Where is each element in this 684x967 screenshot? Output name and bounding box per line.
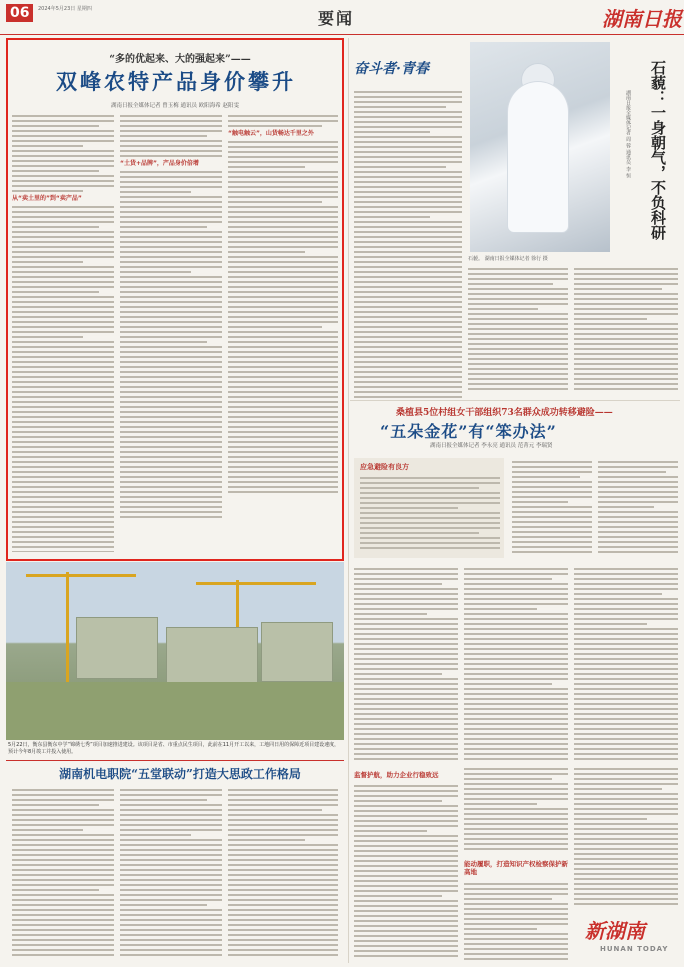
right-subhead-1: 监督护航，助力企业行稳致远 xyxy=(354,771,439,779)
right-lower-col2 xyxy=(464,565,568,765)
right-subhead-2: 能动履职，打造知识产权检察保护新高地 xyxy=(464,860,568,876)
feature2-headline: “五朵金花”有“笨办法” xyxy=(380,422,557,441)
feature2-body-col1 xyxy=(512,458,592,558)
article-subhead-3: “触电触云”，山货畅达千里之外 xyxy=(228,130,314,137)
article-subhead-2: “土货+品牌”，产品身价倍增 xyxy=(120,160,199,167)
page-number: 06 xyxy=(6,4,33,22)
bottom-article-headline: 湖南机电职院“五堂联动”打造大思政工作格局 xyxy=(59,767,301,781)
article-byline: 湖南日报全媒体记者 曾玉梅 通讯员 欧阳海希 赵阳雯 xyxy=(111,103,239,109)
person-photo xyxy=(470,42,610,252)
right-bottom-col3 xyxy=(574,765,678,910)
right-lower-col1 xyxy=(354,565,458,765)
feature-body-col1 xyxy=(354,88,462,398)
right-bottom-col1 xyxy=(354,782,458,962)
article-headline: 双峰农特产品身价攀升 xyxy=(56,69,296,94)
right-bottom-col2 xyxy=(464,765,568,855)
article-kicker: “多的优起来、大的强起来”—— xyxy=(109,54,251,65)
bottom-article-col3 xyxy=(228,786,338,962)
article-body-col1 xyxy=(12,112,114,552)
bottom-article-col2 xyxy=(120,786,222,962)
bottom-article-col1 xyxy=(12,786,114,962)
feature2-byline: 湖南日报全媒体记者 李永亮 通讯员 范菁元 李瑞贤 xyxy=(430,443,553,449)
watermark-logo-en: HUNAN TODAY xyxy=(600,945,669,953)
feature-body-col3 xyxy=(574,265,678,395)
newspaper-logo: 湖南日报 xyxy=(602,7,682,31)
sidebar-box-title: 应急避险有良方 xyxy=(360,463,409,471)
article-body-col3 xyxy=(228,112,338,552)
date-line: 2024年5月23日 星期四 xyxy=(38,6,92,12)
section-title: 要闻 xyxy=(318,9,355,28)
photo-caption-construction: 5月22日，衡东县衡东中学“锦绣七秀”项目加速推进建设。该项目是省、市重点民生项目，此前在11月开工以来，工地同日用的保障近项目建设速度，预计今年8月竣工并投入使用。 xyxy=(8,742,340,755)
article-body-col2 xyxy=(120,112,222,552)
column-label: 奋斗者·青春 xyxy=(354,61,429,77)
feature-vertical-byline: 湖南日报全媒体记者 周 蓉 通讯员 李 恒 xyxy=(625,90,631,178)
divider xyxy=(6,760,344,761)
right-lower-col3 xyxy=(574,565,678,765)
photo-caption: 石藐。 湖南日报全媒体记者 徐行 摄 xyxy=(468,256,548,262)
feature2-body-col2 xyxy=(598,458,678,558)
watermark-logo: 新湖南 xyxy=(585,919,645,943)
feature2-kicker: 桑植县5位村组女干部组织73名群众成功转移避险—— xyxy=(396,408,613,418)
feature-body-col2 xyxy=(468,265,568,395)
construction-site-photo xyxy=(6,562,344,740)
feature-vertical-title: 石藐：一身朝气，不负科研 xyxy=(649,60,667,240)
right-bottom-col2b xyxy=(464,880,568,962)
article-subhead-1: 从“卖土里的”到“卖产品” xyxy=(12,195,82,202)
sidebar-box-text xyxy=(360,474,500,554)
